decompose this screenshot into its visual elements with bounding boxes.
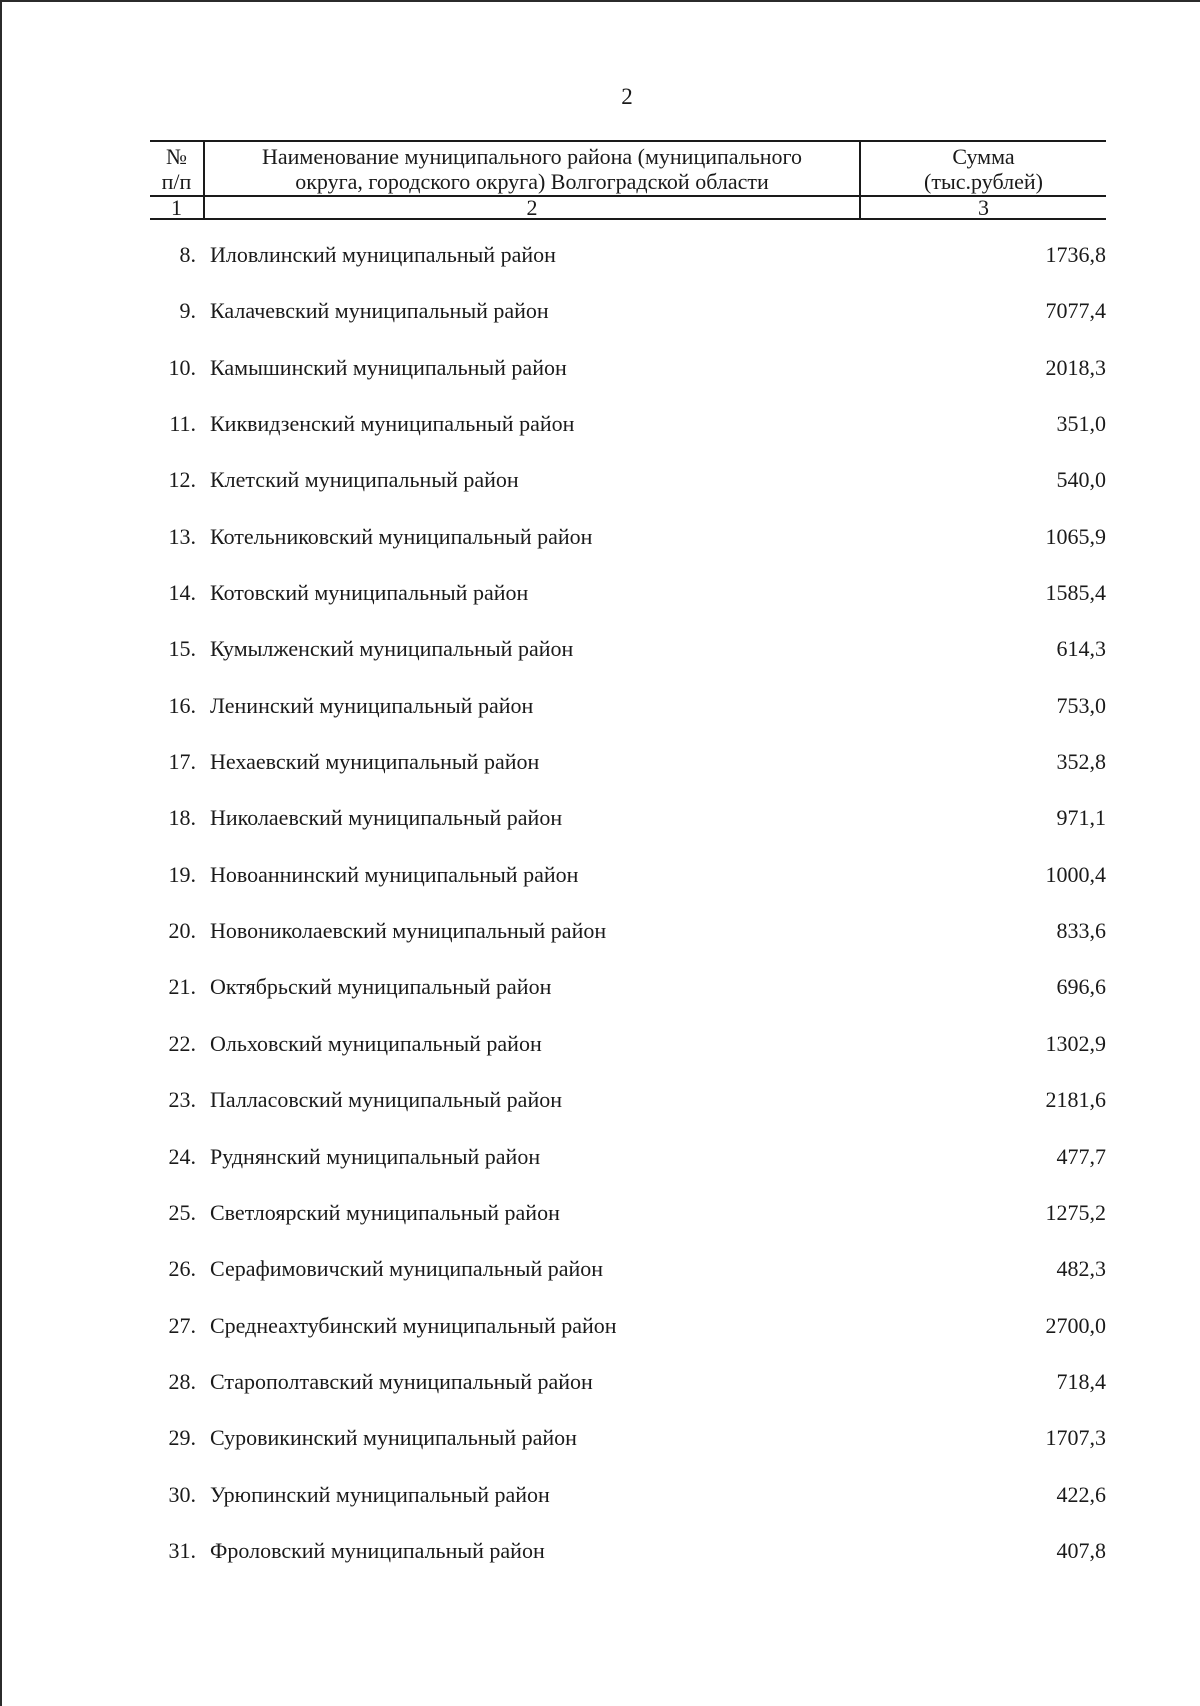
row-district-name: Старополтавский муниципальный район bbox=[210, 1368, 593, 1394]
row-number: 31. bbox=[168, 1537, 196, 1563]
table-row bbox=[150, 1476, 1106, 1532]
row-district-name: Котельниковский муниципальный район bbox=[210, 523, 593, 549]
header-col-sum-line2: (тыс.рублей) bbox=[924, 169, 1043, 194]
row-sum: 1585,4 bbox=[1045, 580, 1106, 606]
row-sum: 2181,6 bbox=[1045, 1087, 1106, 1113]
table-row bbox=[150, 1250, 1106, 1306]
row-district-name: Суровикинский муниципальный район bbox=[210, 1425, 577, 1451]
table-row bbox=[150, 1307, 1106, 1363]
row-sum: 1275,2 bbox=[1045, 1199, 1106, 1225]
table-row bbox=[150, 1025, 1106, 1081]
row-number: 22. bbox=[168, 1030, 196, 1056]
row-number: 10. bbox=[168, 354, 196, 380]
row-number: 26. bbox=[168, 1256, 196, 1282]
header-numbers-row bbox=[150, 196, 1106, 219]
row-number: 9. bbox=[179, 298, 196, 324]
row-sum: 718,4 bbox=[1056, 1368, 1106, 1394]
row-sum: 482,3 bbox=[1056, 1256, 1106, 1282]
row-number: 17. bbox=[168, 749, 196, 775]
row-sum: 407,8 bbox=[1056, 1537, 1106, 1563]
table-row bbox=[150, 1138, 1106, 1194]
row-district-name: Октябрьский муниципальный район bbox=[210, 974, 552, 1000]
row-number: 8. bbox=[179, 242, 196, 267]
row-district-name: Киквидзенский муниципальный район bbox=[210, 411, 575, 437]
header-col-number-line2: п/п bbox=[161, 169, 192, 194]
row-sum: 753,0 bbox=[1056, 692, 1106, 718]
header-col-name bbox=[204, 141, 860, 196]
row-district-name: Светлоярский муниципальный район bbox=[210, 1199, 560, 1225]
row-number: 20. bbox=[168, 918, 196, 944]
header-col-number bbox=[150, 141, 204, 196]
table-row bbox=[150, 630, 1106, 686]
row-sum: 2018,3 bbox=[1045, 354, 1106, 380]
row-number: 21. bbox=[168, 974, 196, 1000]
row-district-name: Урюпинский муниципальный район bbox=[210, 1481, 550, 1507]
row-district-name: Николаевский муниципальный район bbox=[210, 805, 563, 831]
row-district-name: Ленинский муниципальный район bbox=[210, 692, 534, 718]
row-district-name: Среднеахтубинский муниципальный район bbox=[210, 1312, 617, 1338]
table-row bbox=[150, 518, 1106, 574]
header-col-sum bbox=[860, 141, 1106, 196]
row-number: 23. bbox=[168, 1087, 196, 1113]
row-number: 30. bbox=[168, 1481, 196, 1507]
row-district-name: Руднянский муниципальный район bbox=[210, 1143, 541, 1169]
row-sum: 1707,3 bbox=[1045, 1425, 1106, 1451]
table-row bbox=[150, 1363, 1106, 1419]
table-row bbox=[150, 349, 1106, 405]
table-row bbox=[150, 856, 1106, 912]
row-sum: 1736,8 bbox=[1045, 242, 1106, 267]
table-row bbox=[150, 461, 1106, 517]
row-number: 11. bbox=[169, 411, 196, 437]
row-sum: 614,3 bbox=[1056, 636, 1106, 662]
table-row bbox=[150, 405, 1106, 461]
table-row bbox=[150, 799, 1106, 855]
scan-edge-left bbox=[0, 0, 2, 1706]
row-sum: 477,7 bbox=[1056, 1143, 1106, 1169]
table-row bbox=[150, 1419, 1106, 1475]
row-number: 13. bbox=[168, 523, 196, 549]
table-row bbox=[150, 687, 1106, 743]
page-number: 2 bbox=[621, 84, 633, 109]
table-row bbox=[150, 1532, 1106, 1588]
row-district-name: Ольховский муниципальный район bbox=[210, 1030, 542, 1056]
row-number: 19. bbox=[168, 861, 196, 887]
table-row bbox=[150, 1194, 1106, 1250]
table-header bbox=[150, 140, 1106, 220]
row-district-name: Камышинский муниципальный район bbox=[210, 354, 567, 380]
row-sum: 7077,4 bbox=[1045, 298, 1106, 324]
row-number: 14. bbox=[168, 580, 196, 606]
row-sum: 1302,9 bbox=[1045, 1030, 1106, 1056]
row-number: 25. bbox=[168, 1199, 196, 1225]
table-row bbox=[150, 968, 1106, 1024]
header-col-name-line1: Наименование муниципального района (муниципального bbox=[262, 144, 802, 169]
row-number: 27. bbox=[168, 1312, 196, 1338]
row-number: 15. bbox=[168, 636, 196, 662]
header-num-2: 2 bbox=[204, 196, 860, 219]
row-sum: 351,0 bbox=[1056, 411, 1106, 437]
row-district-name: Палласовский муниципальный район bbox=[210, 1087, 562, 1113]
row-sum: 2700,0 bbox=[1045, 1312, 1106, 1338]
row-number: 12. bbox=[168, 467, 196, 493]
row-number: 29. bbox=[168, 1425, 196, 1451]
row-number: 16. bbox=[168, 692, 196, 718]
table-body bbox=[150, 236, 1106, 1588]
row-district-name: Кумылженский муниципальный район bbox=[210, 636, 574, 662]
row-district-name: Новониколаевский муниципальный район bbox=[210, 918, 607, 944]
scan-edge-top bbox=[0, 0, 1200, 2]
row-district-name: Иловлинский муниципальный район bbox=[210, 242, 556, 267]
table-row bbox=[150, 236, 1106, 292]
row-number: 24. bbox=[168, 1143, 196, 1169]
row-district-name: Клетский муниципальный район bbox=[210, 467, 519, 493]
header-col-sum-line1: Сумма bbox=[952, 144, 1015, 169]
row-sum: 422,6 bbox=[1056, 1481, 1106, 1507]
row-district-name: Калачевский муниципальный район bbox=[210, 298, 549, 324]
row-number: 28. bbox=[168, 1368, 196, 1394]
header-col-name-line2: округа, городского округа) Волгоградской области bbox=[295, 169, 769, 194]
row-sum: 1000,4 bbox=[1045, 861, 1106, 887]
header-num-3: 3 bbox=[860, 196, 1106, 219]
row-district-name: Нехаевский муниципальный район bbox=[210, 749, 540, 775]
row-number: 18. bbox=[168, 805, 196, 831]
header-num-1: 1 bbox=[150, 196, 204, 219]
table-row bbox=[150, 1081, 1106, 1137]
row-sum: 833,6 bbox=[1056, 918, 1106, 944]
table-row bbox=[150, 292, 1106, 348]
row-sum: 352,8 bbox=[1056, 749, 1106, 775]
row-sum: 696,6 bbox=[1056, 974, 1106, 1000]
header-col-number-line1: № bbox=[166, 144, 187, 169]
row-sum: 1065,9 bbox=[1045, 523, 1106, 549]
row-district-name: Котовский муниципальный район bbox=[210, 580, 529, 606]
row-district-name: Новоаннинский муниципальный район bbox=[210, 861, 579, 887]
row-district-name: Серафимовичский муниципальный район bbox=[210, 1256, 604, 1282]
row-sum: 540,0 bbox=[1056, 467, 1106, 493]
row-district-name: Фроловский муниципальный район bbox=[210, 1537, 545, 1563]
header-titles-row bbox=[150, 141, 1106, 196]
table-row bbox=[150, 743, 1106, 799]
row-sum: 971,1 bbox=[1056, 805, 1106, 831]
table-row bbox=[150, 912, 1106, 968]
table-row bbox=[150, 574, 1106, 630]
